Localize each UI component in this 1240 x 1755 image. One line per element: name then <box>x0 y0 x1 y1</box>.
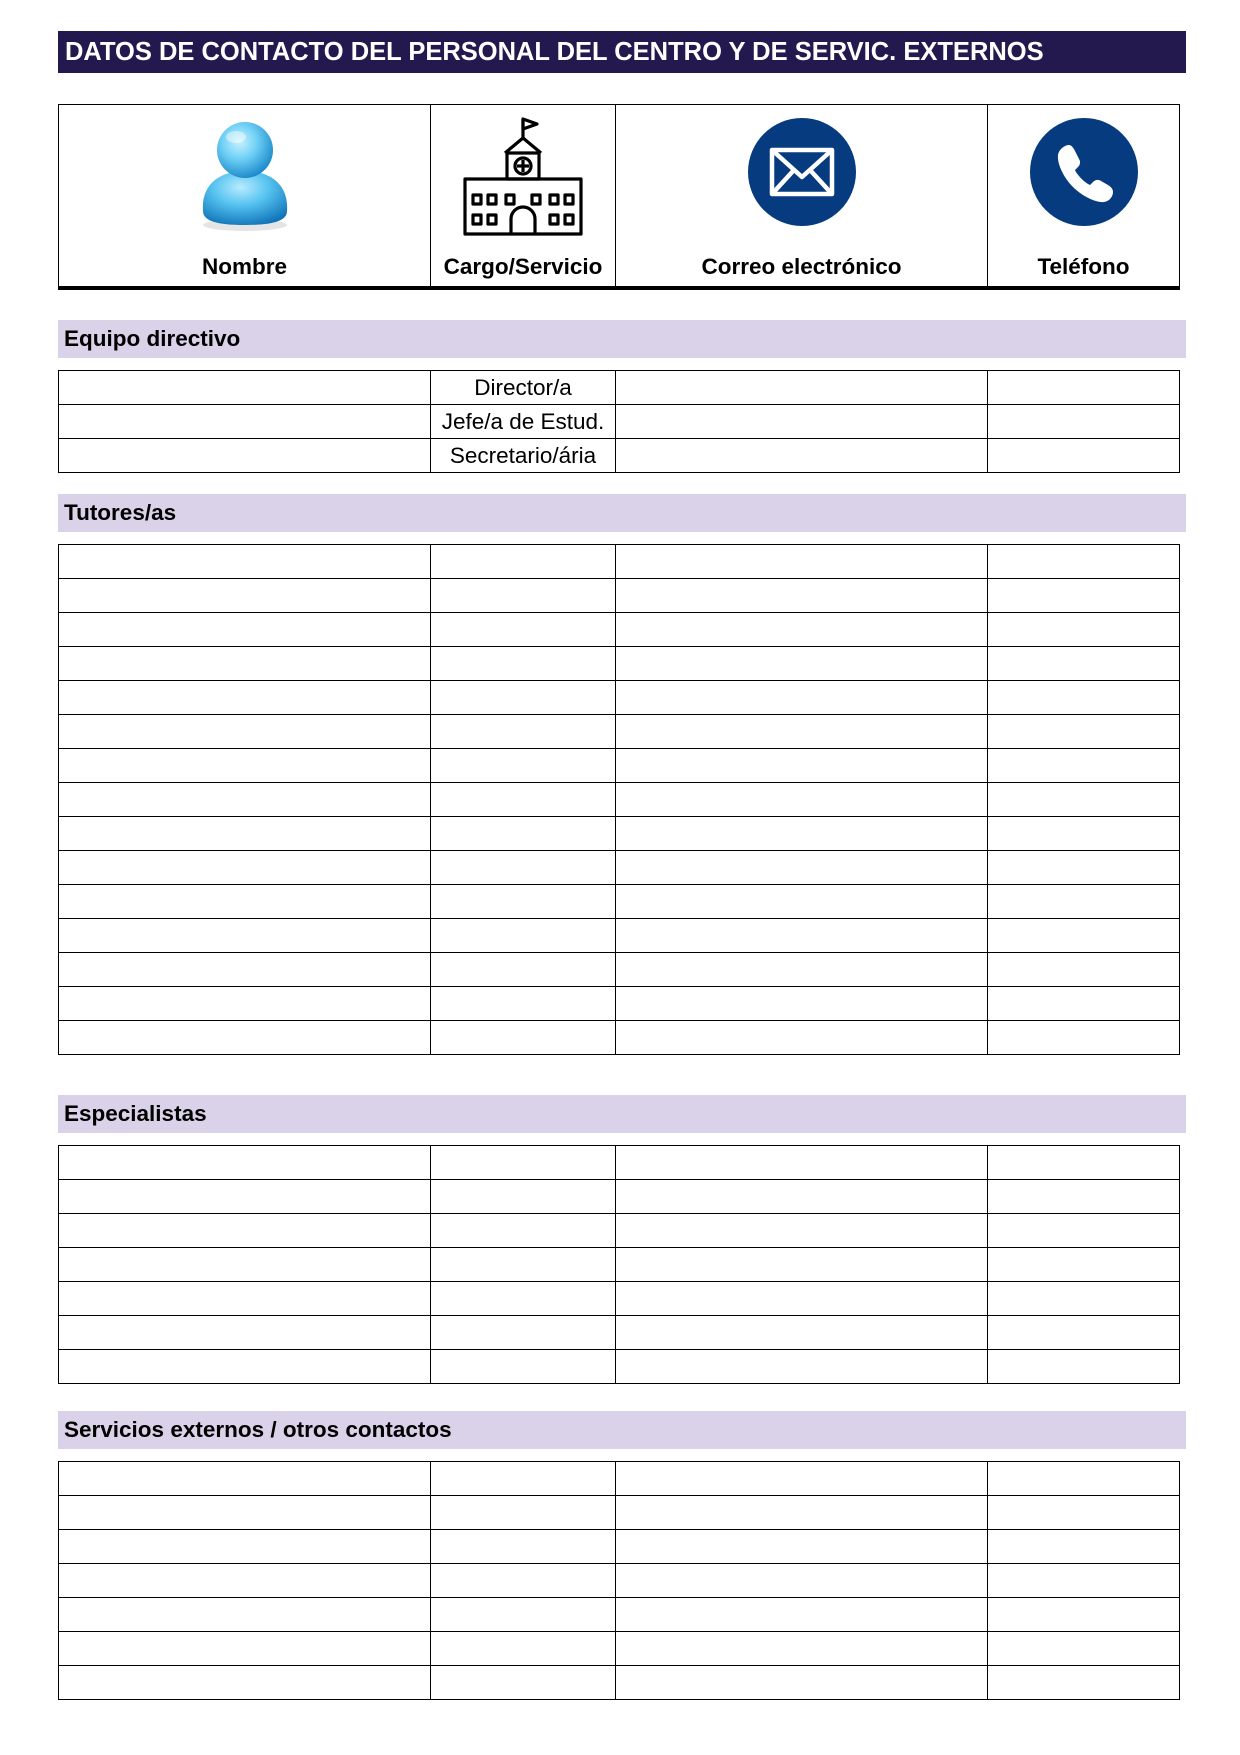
telefono-cell[interactable] <box>988 647 1180 681</box>
nombre-cell[interactable] <box>59 1180 431 1214</box>
telefono-cell[interactable] <box>988 1462 1180 1496</box>
telefono-cell[interactable] <box>988 1180 1180 1214</box>
correo-cell[interactable] <box>616 579 988 613</box>
cargo-cell[interactable]: Jefe/a de Estud. <box>431 405 616 439</box>
column-header-table <box>58 104 1180 290</box>
correo-cell[interactable] <box>616 1530 988 1564</box>
nombre-cell[interactable] <box>59 405 431 439</box>
telefono-cell[interactable] <box>988 987 1180 1021</box>
header-label-telefono: Teléfono <box>1037 254 1130 279</box>
telefono-cell[interactable] <box>988 783 1180 817</box>
telefono-cell[interactable] <box>988 885 1180 919</box>
correo-cell[interactable] <box>616 851 988 885</box>
correo-cell[interactable] <box>616 817 988 851</box>
telefono-cell[interactable] <box>988 371 1180 405</box>
nombre-cell[interactable] <box>59 1530 431 1564</box>
phone-icon <box>1029 117 1139 227</box>
page-title: DATOS DE CONTACTO DEL PERSONAL DEL CENTRO Y DE SERVIC. EXTERNOS <box>58 31 1186 73</box>
nombre-cell[interactable] <box>59 715 431 749</box>
cargo-cell[interactable] <box>431 1632 616 1666</box>
correo-cell[interactable] <box>616 1180 988 1214</box>
nombre-cell[interactable] <box>59 1598 431 1632</box>
nombre-cell[interactable] <box>59 783 431 817</box>
correo-cell[interactable] <box>616 987 988 1021</box>
nombre-cell[interactable] <box>59 817 431 851</box>
table-row <box>59 1632 1180 1666</box>
nombre-cell[interactable] <box>59 1146 431 1180</box>
telefono-cell[interactable] <box>988 1496 1180 1530</box>
table-row <box>59 851 1180 885</box>
correo-cell[interactable] <box>616 1666 988 1700</box>
correo-cell[interactable] <box>616 371 988 405</box>
telefono-cell[interactable] <box>988 1282 1180 1316</box>
correo-cell[interactable] <box>616 1248 988 1282</box>
table-row <box>59 987 1180 1021</box>
telefono-cell[interactable] <box>988 919 1180 953</box>
correo-cell[interactable] <box>616 885 988 919</box>
correo-cell[interactable] <box>616 1146 988 1180</box>
nombre-cell[interactable] <box>59 1462 431 1496</box>
correo-cell[interactable] <box>616 1564 988 1598</box>
nombre-cell[interactable] <box>59 749 431 783</box>
table-row <box>59 371 1180 405</box>
section-header-servicios-externos: Servicios externos / otros contactos <box>58 1411 1186 1449</box>
telefono-cell[interactable] <box>988 1666 1180 1700</box>
correo-cell[interactable] <box>616 1496 988 1530</box>
correo-cell[interactable] <box>616 1214 988 1248</box>
nombre-cell[interactable] <box>59 545 431 579</box>
table-row <box>59 1180 1180 1214</box>
telefono-cell[interactable] <box>988 1021 1180 1055</box>
telefono-cell[interactable] <box>988 545 1180 579</box>
correo-cell[interactable] <box>616 681 988 715</box>
correo-cell[interactable] <box>616 715 988 749</box>
nombre-cell[interactable] <box>59 953 431 987</box>
telefono-cell[interactable] <box>988 1146 1180 1180</box>
table-tutores <box>58 544 1180 1055</box>
cargo-cell[interactable] <box>431 579 616 613</box>
nombre-cell[interactable] <box>59 613 431 647</box>
nombre-cell[interactable] <box>59 371 431 405</box>
nombre-cell[interactable] <box>59 681 431 715</box>
cargo-cell[interactable] <box>431 647 616 681</box>
header-label-nombre: Nombre <box>201 254 287 279</box>
telefono-cell[interactable] <box>988 1214 1180 1248</box>
nombre-cell[interactable] <box>59 439 431 473</box>
telefono-cell[interactable] <box>988 405 1180 439</box>
table-row <box>59 1021 1180 1055</box>
correo-cell[interactable] <box>616 545 988 579</box>
cargo-cell[interactable] <box>431 1316 616 1350</box>
cargo-cell[interactable] <box>431 749 616 783</box>
table-row <box>59 1146 1180 1180</box>
nombre-cell[interactable] <box>59 1496 431 1530</box>
telefono-cell[interactable] <box>988 817 1180 851</box>
correo-cell[interactable] <box>616 405 988 439</box>
table-row <box>59 545 1180 579</box>
table-row <box>59 1462 1180 1496</box>
correo-cell[interactable] <box>616 919 988 953</box>
cargo-cell[interactable] <box>431 1282 616 1316</box>
cargo-cell[interactable] <box>431 1666 616 1700</box>
cargo-cell[interactable] <box>431 987 616 1021</box>
telefono-cell[interactable] <box>988 1564 1180 1598</box>
section-header-especialistas: Especialistas <box>58 1095 1186 1133</box>
correo-cell[interactable] <box>616 783 988 817</box>
telefono-cell[interactable] <box>988 439 1180 473</box>
correo-cell[interactable] <box>616 749 988 783</box>
table-row <box>59 715 1180 749</box>
cargo-cell[interactable] <box>431 1462 616 1496</box>
school-building-icon <box>461 115 585 239</box>
table-row <box>59 817 1180 851</box>
table-row <box>59 1248 1180 1282</box>
cargo-cell[interactable] <box>431 885 616 919</box>
cargo-cell[interactable] <box>431 1564 616 1598</box>
cargo-cell[interactable] <box>431 1021 616 1055</box>
cargo-cell[interactable] <box>431 715 616 749</box>
cargo-cell[interactable] <box>431 1598 616 1632</box>
cargo-cell[interactable] <box>431 1530 616 1564</box>
telefono-cell[interactable] <box>988 953 1180 987</box>
correo-cell[interactable] <box>616 1316 988 1350</box>
header-cell-correo <box>616 105 988 289</box>
nombre-cell[interactable] <box>59 987 431 1021</box>
correo-cell[interactable] <box>616 1598 988 1632</box>
envelope-icon <box>747 117 857 227</box>
cargo-cell[interactable] <box>431 783 616 817</box>
telefono-cell[interactable] <box>988 613 1180 647</box>
telefono-cell[interactable] <box>988 579 1180 613</box>
nombre-cell[interactable] <box>59 1666 431 1700</box>
table-row <box>59 613 1180 647</box>
cargo-cell[interactable] <box>431 1248 616 1282</box>
nombre-cell[interactable] <box>59 1214 431 1248</box>
correo-cell[interactable] <box>616 439 988 473</box>
table-row <box>59 681 1180 715</box>
header-cell-telefono <box>988 105 1180 289</box>
telefono-cell[interactable] <box>988 851 1180 885</box>
section-header-tutores: Tutores/as <box>58 494 1186 532</box>
table-row <box>59 1598 1180 1632</box>
telefono-cell[interactable] <box>988 1350 1180 1384</box>
table-row <box>59 647 1180 681</box>
cargo-cell[interactable] <box>431 953 616 987</box>
table-row <box>59 919 1180 953</box>
person-icon <box>193 115 297 233</box>
table-row <box>59 405 1180 439</box>
cargo-cell[interactable] <box>431 851 616 885</box>
cargo-cell[interactable] <box>431 1496 616 1530</box>
header-cell-cargo <box>431 105 616 289</box>
cargo-cell[interactable] <box>431 1146 616 1180</box>
header-label-correo: Correo electrónico <box>701 254 902 279</box>
cargo-cell[interactable] <box>431 1214 616 1248</box>
telefono-cell[interactable] <box>988 681 1180 715</box>
correo-cell[interactable] <box>616 953 988 987</box>
cargo-cell[interactable] <box>431 545 616 579</box>
header-label-cargo: Cargo/Servicio <box>443 254 603 279</box>
table-row <box>59 783 1180 817</box>
telefono-cell[interactable] <box>988 1248 1180 1282</box>
nombre-cell[interactable] <box>59 1316 431 1350</box>
table-especialistas <box>58 1145 1180 1384</box>
cargo-cell[interactable] <box>431 919 616 953</box>
nombre-cell[interactable] <box>59 1632 431 1666</box>
telefono-cell[interactable] <box>988 1598 1180 1632</box>
table-row <box>59 1666 1180 1700</box>
table-row <box>59 1282 1180 1316</box>
telefono-cell[interactable] <box>988 1632 1180 1666</box>
nombre-cell[interactable] <box>59 1282 431 1316</box>
correo-cell[interactable] <box>616 1021 988 1055</box>
table-row <box>59 579 1180 613</box>
column-header-row <box>59 105 1180 289</box>
nombre-cell[interactable] <box>59 647 431 681</box>
table-servicios-externos <box>58 1461 1180 1700</box>
table-row <box>59 749 1180 783</box>
table-row <box>59 1214 1180 1248</box>
correo-cell[interactable] <box>616 1350 988 1384</box>
table-row <box>59 885 1180 919</box>
nombre-cell[interactable] <box>59 1350 431 1384</box>
cargo-cell[interactable]: Director/a <box>431 371 616 405</box>
table-row <box>59 1496 1180 1530</box>
table-row <box>59 439 1180 473</box>
correo-cell[interactable] <box>616 647 988 681</box>
correo-cell[interactable] <box>616 1462 988 1496</box>
telefono-cell[interactable] <box>988 1530 1180 1564</box>
cargo-cell[interactable] <box>431 817 616 851</box>
correo-cell[interactable] <box>616 1632 988 1666</box>
cargo-cell[interactable] <box>431 613 616 647</box>
table-equipo-directivo <box>58 370 1180 473</box>
correo-cell[interactable] <box>616 1282 988 1316</box>
nombre-cell[interactable] <box>59 1021 431 1055</box>
telefono-cell[interactable] <box>988 749 1180 783</box>
table-row <box>59 1316 1180 1350</box>
nombre-cell[interactable] <box>59 579 431 613</box>
cargo-cell[interactable] <box>431 1350 616 1384</box>
table-row <box>59 1564 1180 1598</box>
table-row <box>59 1530 1180 1564</box>
nombre-cell[interactable] <box>59 1564 431 1598</box>
section-header-equipo-directivo: Equipo directivo <box>58 320 1186 358</box>
nombre-cell[interactable] <box>59 885 431 919</box>
table-row <box>59 1350 1180 1384</box>
nombre-cell[interactable] <box>59 1248 431 1282</box>
nombre-cell[interactable] <box>59 851 431 885</box>
telefono-cell[interactable] <box>988 1316 1180 1350</box>
header-cell-nombre <box>59 105 431 289</box>
cargo-cell[interactable]: Secretario/ária <box>431 439 616 473</box>
cargo-cell[interactable] <box>431 1180 616 1214</box>
cargo-cell[interactable] <box>431 681 616 715</box>
telefono-cell[interactable] <box>988 715 1180 749</box>
correo-cell[interactable] <box>616 613 988 647</box>
nombre-cell[interactable] <box>59 919 431 953</box>
table-row <box>59 953 1180 987</box>
